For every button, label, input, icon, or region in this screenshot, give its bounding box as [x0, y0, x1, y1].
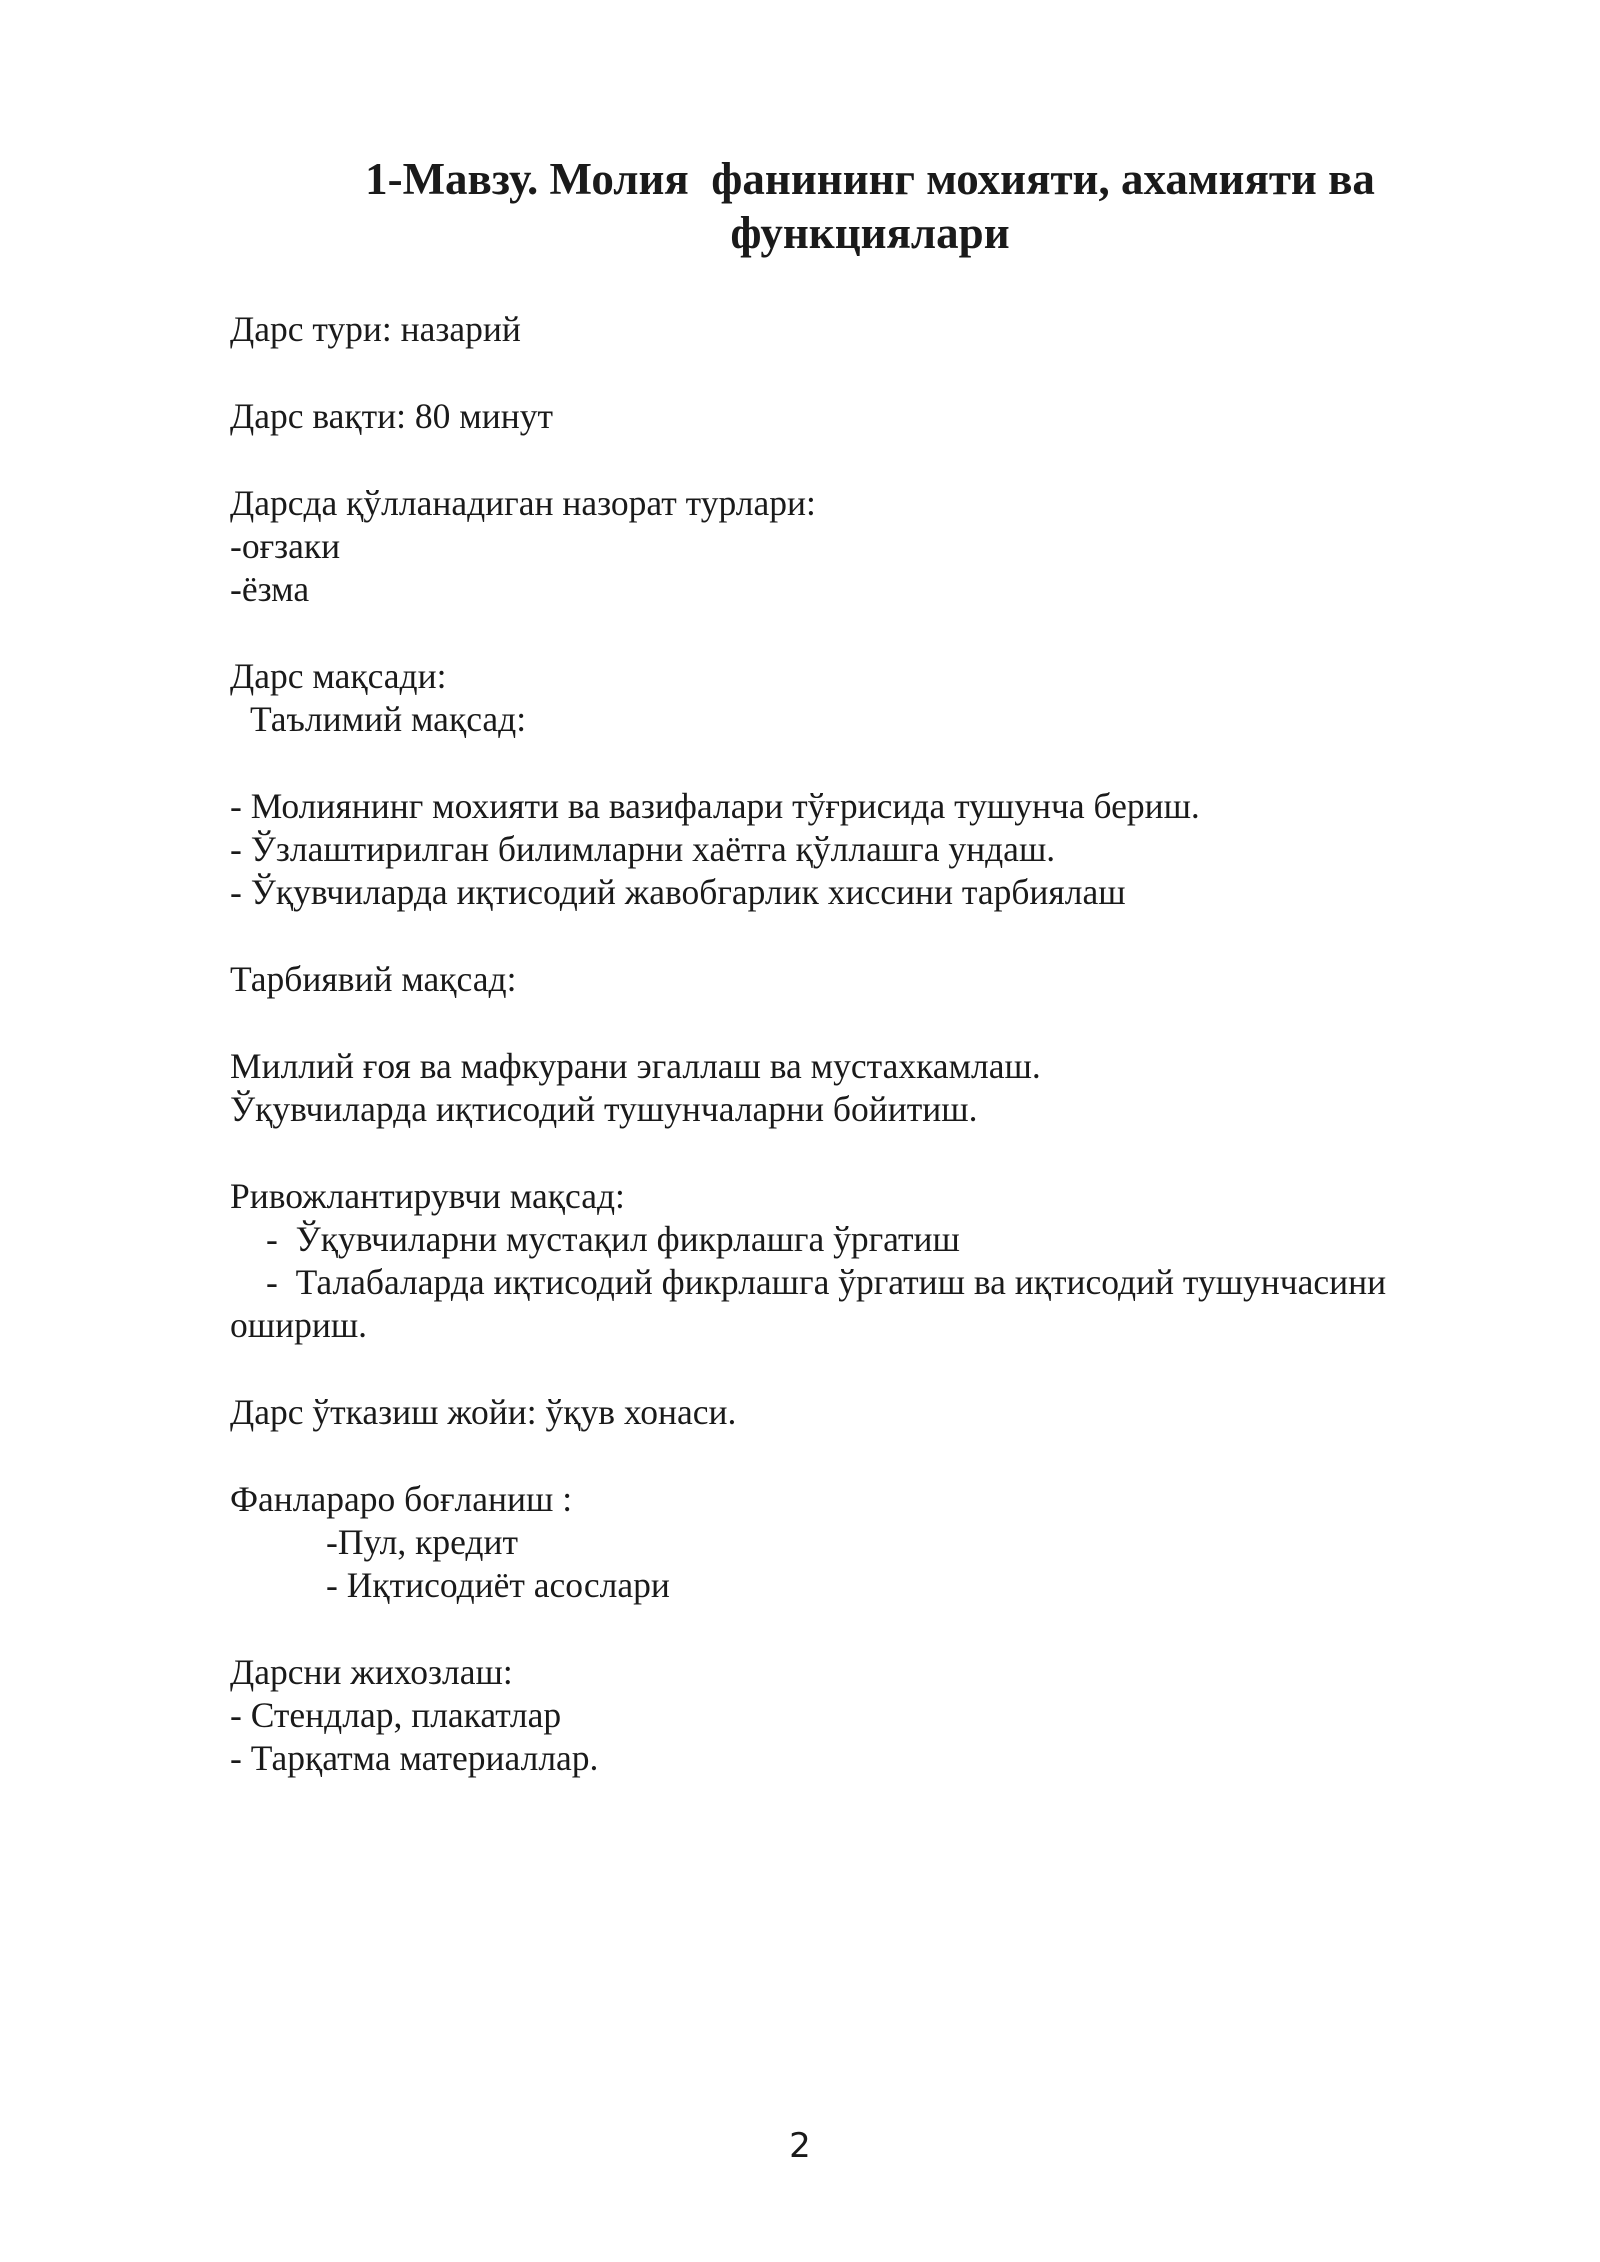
- upbringing-goal-heading: Тарбиявий мақсад:: [230, 959, 517, 999]
- lesson-type: Дарс тури: назарий: [230, 309, 521, 349]
- title-line-2: функциялари: [730, 208, 1010, 258]
- equipment-item: - Стендлар, плакатлар: [230, 1695, 562, 1735]
- lesson-time: Дарс вақти: 80 минут: [230, 396, 554, 436]
- page-number: 2: [789, 2126, 811, 2166]
- developing-goal-item: - Ўқувчиларни мустақил фикрлашга ўргатиш: [266, 1219, 960, 1259]
- upbringing-goal-line: Миллий ғоя ва мафкурани эгаллаш ва мустахкамлаш.: [230, 1046, 1041, 1086]
- developing-goal-item: - Талабаларда иқтисодий фикрлашга ўргатиш ва иқтисодий тушунчасини: [266, 1262, 1387, 1302]
- document-title: [230, 152, 1510, 260]
- developing-goal-continuation: ошириш.: [230, 1305, 368, 1345]
- developing-goal-heading: Ривожлантирувчи мақсад:: [230, 1176, 625, 1216]
- lesson-venue: Дарс ўтказиш жойи: ўқув хонаси.: [230, 1392, 737, 1432]
- educational-goal-item: - Ўзлаштирилган билимларни хаётга қўллашга ундаш.: [230, 829, 1056, 869]
- educational-goal-item: - Молиянинг мохияти ва вазифалари тўғрисида тушунча бериш.: [230, 786, 1200, 826]
- control-types-heading: Дарсда қўлланадиган назорат турлари:: [230, 483, 816, 523]
- lesson-goal-heading: Дарс мақсади:: [230, 656, 447, 696]
- control-type-item: -ёзма: [230, 569, 310, 609]
- interdisciplinary-item: -Пул, кредит: [326, 1522, 518, 1562]
- educational-goal-heading: Таълимий мақсад:: [250, 699, 527, 739]
- title-line-1: 1-Мавзу. Молия фанининг мохияти, ахамияти ва: [365, 154, 1375, 204]
- equipment-item: - Тарқатма материаллар.: [230, 1738, 599, 1778]
- upbringing-goal-line: Ўқувчиларда иқтисодий тушунчаларни бойитиш.: [230, 1089, 978, 1129]
- equipment-heading: Дарсни жихозлаш:: [230, 1652, 513, 1692]
- control-type-item: -оғзаки: [230, 526, 341, 566]
- educational-goal-item: - Ўқувчиларда иқтисодий жавобгарлик хиссини тарбиялаш: [230, 872, 1126, 912]
- interdisciplinary-item: - Иқтисодиёт асослари: [326, 1565, 670, 1605]
- interdisciplinary-heading: Фанлараро боғланиш :: [230, 1479, 573, 1519]
